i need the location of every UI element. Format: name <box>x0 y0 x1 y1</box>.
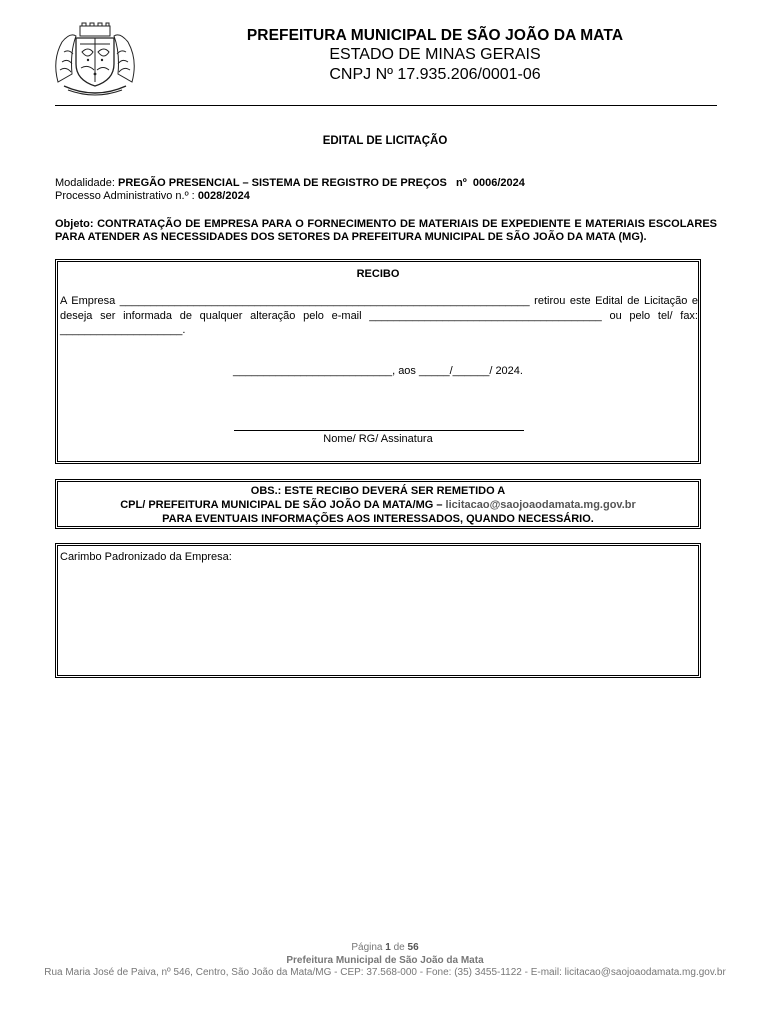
obs-line-1: OBS.: ESTE RECIBO DEVERÁ SER REMETIDO A <box>250 485 506 497</box>
objeto-value: CONTRATAÇÃO DE EMPRESA PARA O FORNECIMENTO DE MATERIAIS DE EXPEDIENTE E MATERIAIS ESCOLARES PARA ATENDER AS NECESSIDADES DOS SETORES DA PREFEITURA MUNICIPAL DE SÃO JOÃO DA MATA (MG). <box>55 218 717 243</box>
page-total: 56 <box>407 942 419 953</box>
obs-text <box>58 484 698 526</box>
stamp-label: Carimbo Padronizado da Empresa: <box>60 551 232 563</box>
processo-value: 0028/2024 <box>197 190 250 202</box>
recibo-box <box>55 259 701 464</box>
obs-line-2 <box>58 498 698 512</box>
header-divider <box>55 105 717 106</box>
obs-line-2-prefix: CPL/ PREFEITURA MUNICIPAL DE SÃO JOÃO DA MATA/MG – <box>120 499 443 511</box>
municipal-crest-icon <box>50 22 140 98</box>
signature-line <box>234 430 524 431</box>
municipality-title: PREFEITURA MUNICIPAL DE SÃO JOÃO DA MATA <box>246 27 624 44</box>
modalidade-label: Modalidade: <box>55 177 115 189</box>
page-number <box>0 942 770 953</box>
obs-email-link[interactable]: licitacao@saojoaodamata.mg.gov.br <box>445 499 636 511</box>
stamp-box <box>55 543 701 678</box>
signature-label: Nome/ RG/ Assinatura <box>323 433 433 445</box>
obs-line-3: PARA EVENTUAIS INFORMAÇÕES AOS INTERESSADOS, QUANDO NECESSÁRIO. <box>162 513 594 525</box>
modalidade-line <box>55 177 525 189</box>
state-name: ESTADO DE MINAS GERAIS <box>329 46 541 63</box>
processo-label: Processo Administrativo n.º : <box>55 190 195 202</box>
modalidade-value: PREGÃO PRESENCIAL – SISTEMA DE REGISTRO DE PREÇOS nº 0006/2024 <box>118 177 525 189</box>
recibo-text: A Empresa ___________________________________________________________________ retirou este Edital de Licitação e deseja ser informada de qualquer alteração pelo e-mail ______________________________________ ou pelo tel/ fax: ____________________. <box>60 295 698 336</box>
objeto-label: Objeto: <box>55 218 94 230</box>
page-prefix: Página <box>351 942 383 953</box>
recibo-date-line: __________________________, aos _____/______/ 2024. <box>233 365 523 377</box>
cnpj-number: CNPJ Nº 17.935.206/0001-06 <box>329 66 541 83</box>
processo-line <box>55 190 250 202</box>
objeto-paragraph <box>55 218 717 244</box>
page-of: de <box>393 942 405 953</box>
footer-organization: Prefeitura Municipal de São João da Mata <box>286 955 484 966</box>
obs-box <box>55 479 701 529</box>
document-title: EDITAL DE LICITAÇÃO <box>322 135 448 147</box>
recibo-title: RECIBO <box>356 268 400 280</box>
footer-address: Rua Maria José de Paiva, nº 546, Centro, São João da Mata/MG - CEP: 37.568-000 - Fone: (35) 3455-1122 - E-mail: licitacao@saojoaodamata.mg.gov.br <box>44 967 726 978</box>
page-current: 1 <box>385 942 391 953</box>
